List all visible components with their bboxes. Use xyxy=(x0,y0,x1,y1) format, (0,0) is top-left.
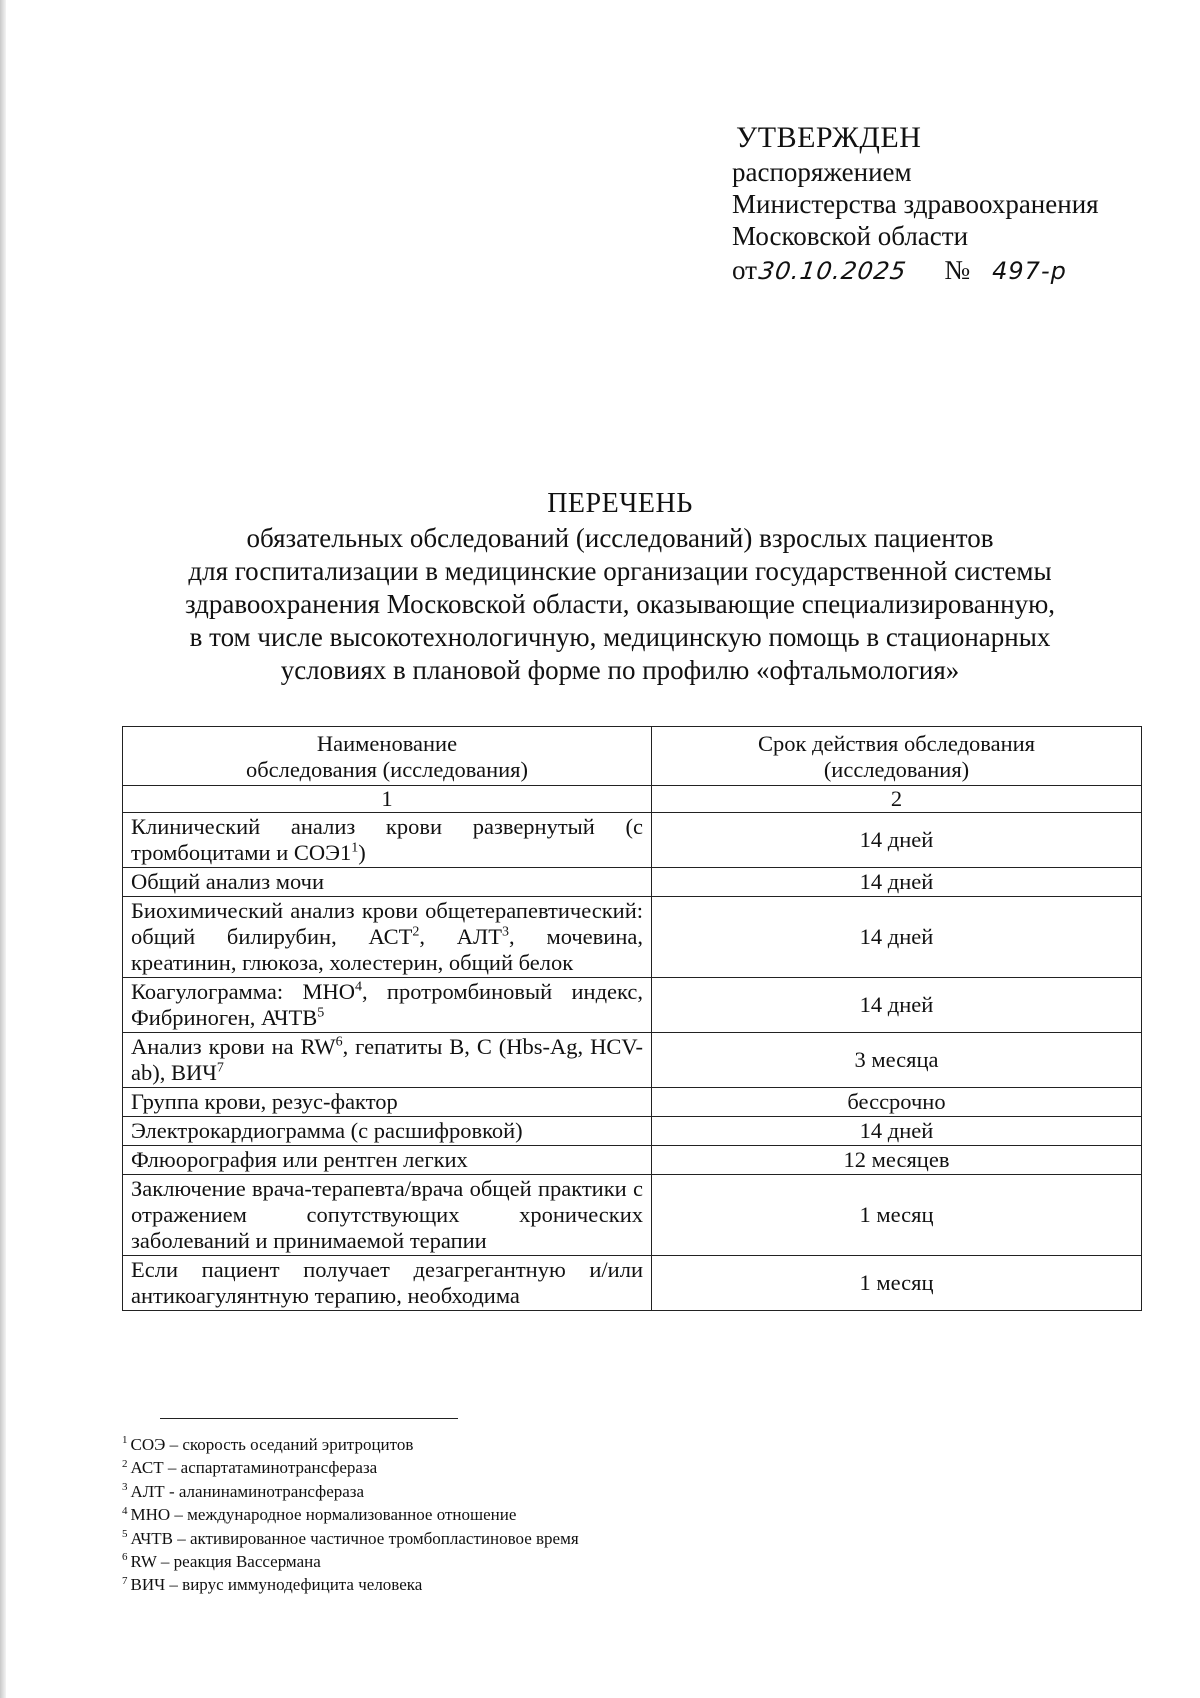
exam-name-text: , протромбиновый индекс, Фибриноген, АЧТВ xyxy=(131,979,643,1030)
footnote-mark: 6 xyxy=(122,1551,128,1564)
exam-term: 1 месяц xyxy=(652,1175,1142,1256)
footnote-text: АЛТ - аланинаминотрансфераза xyxy=(130,1481,365,1501)
exam-term: 14 дней xyxy=(652,813,1142,868)
approval-from-label: от xyxy=(732,255,757,285)
header-line: Срок действия обследования xyxy=(757,731,1036,756)
header-line: обследования (исследования) xyxy=(245,757,529,782)
approval-number-label: № xyxy=(944,255,971,285)
exam-name-text: Анализ крови на RW xyxy=(131,1034,336,1059)
table-row xyxy=(123,1033,1142,1088)
footnote-text: RW – реакция Вассермана xyxy=(130,1552,321,1572)
column-number: 2 xyxy=(652,786,1142,813)
approval-line-order: распоряжением xyxy=(732,157,912,187)
footnote-mark: 1 xyxy=(122,1434,128,1447)
footnote-ref: 4 xyxy=(354,979,362,995)
footnote-mark: 5 xyxy=(122,1527,128,1540)
exam-name-text: Коагулограмма: МНО xyxy=(131,979,355,1004)
document-title-block xyxy=(120,487,1120,687)
footnote-text: АСТ – аспартатаминотрансфераза xyxy=(130,1458,378,1478)
footnote xyxy=(122,1503,822,1526)
exam-name-text: , АЛТ xyxy=(419,924,503,949)
exam-name-text: ) xyxy=(358,840,366,865)
document-subtitle-line: в том числе высокотехнологичную, медицинскую помощь в стационарных xyxy=(189,622,1051,652)
footnote xyxy=(122,1573,822,1596)
footnote-ref: 7 xyxy=(216,1060,224,1076)
footnote-ref: 1 xyxy=(351,840,359,856)
document-subtitle-line: здравоохранения Московской области, оказывающие специализированную, xyxy=(184,589,1056,619)
approval-handwritten-date: 30.10.2025 xyxy=(756,257,909,285)
exam-name-text: , гепатиты В, С (Hbs-Ag, HCV-ab), ВИЧ xyxy=(131,1034,644,1085)
exam-name xyxy=(123,813,652,868)
exam-name: Флюорография или рентген легких xyxy=(123,1146,652,1175)
table-row xyxy=(123,897,1142,978)
exam-name-text: , мочевина, креатинин, глюкоза, холестерин, общий белок xyxy=(131,924,643,975)
footnote xyxy=(122,1433,822,1456)
footnote xyxy=(122,1550,822,1573)
column-number: 1 xyxy=(123,786,652,813)
footnote-mark: 7 xyxy=(122,1574,128,1587)
document-subtitle-line: для госпитализации в медицинские организации государственной системы xyxy=(188,556,1052,586)
exam-term: 14 дней xyxy=(652,978,1142,1033)
footnote-ref: 3 xyxy=(502,924,510,940)
exam-name: Заключение врача-терапевта/врача общей практики с отражением сопутствующих хронических заболеваний и принимаемой терапии xyxy=(123,1175,652,1256)
footnote-ref: 2 xyxy=(412,924,420,940)
exam-name: Если пациент получает дезагрегантную и/или антикоагулянтную терапию, необходима xyxy=(123,1256,652,1311)
exam-term: 12 месяцев xyxy=(652,1146,1142,1175)
footnote-mark: 4 xyxy=(122,1504,128,1517)
footnote-mark: 2 xyxy=(122,1457,128,1470)
approval-line-region: Московской области xyxy=(732,221,969,251)
footnote-text: ВИЧ – вирус иммунодефицита человека xyxy=(130,1575,423,1595)
table-row xyxy=(123,978,1142,1033)
column-header-name xyxy=(123,727,652,786)
scan-edge-shadow xyxy=(0,0,6,1698)
table-row xyxy=(123,813,1142,868)
exam-name-text: Клинический анализ крови развернутый (с тромбоцитами и СОЭ1 xyxy=(131,814,643,865)
document-subtitle-line: условиях в плановой форме по профилю «офтальмология» xyxy=(280,655,960,685)
exam-name xyxy=(123,1033,652,1088)
exam-name: Общий анализ мочи xyxy=(123,868,652,897)
footnote-mark: 3 xyxy=(122,1481,128,1494)
exam-name xyxy=(123,897,652,978)
table-row xyxy=(123,1256,1142,1311)
footnote xyxy=(122,1480,822,1503)
approval-date-number-row xyxy=(732,254,1172,287)
footnote-text: МНО – международное нормализованное отношение xyxy=(130,1505,517,1525)
table-row xyxy=(123,1146,1142,1175)
footnote-text: СОЭ – скорость оседаний эритроцитов xyxy=(130,1435,414,1454)
approval-line-ministry: Министерства здравоохранения xyxy=(732,189,1099,219)
approval-heading: УТВЕРЖДЕН xyxy=(736,121,922,154)
exam-term: 3 месяца xyxy=(652,1033,1142,1088)
footnote-separator xyxy=(160,1418,458,1419)
document-subtitle-line: обязательных обследований (исследований) взрослых пациентов xyxy=(246,523,994,553)
exam-term: 1 месяц xyxy=(652,1256,1142,1311)
footnotes-block xyxy=(122,1433,822,1597)
footnote-ref: 5 xyxy=(317,1005,325,1021)
exam-name-text: Биохимический анализ крови общетерапевтический: общий билирубин, АСТ xyxy=(131,898,643,949)
approval-stamp-block xyxy=(732,122,1172,287)
column-number-row xyxy=(123,786,1142,813)
exam-term: 14 дней xyxy=(652,897,1142,978)
document-title: ПЕРЕЧЕНЬ xyxy=(547,488,693,519)
table-row xyxy=(123,1117,1142,1146)
footnote xyxy=(122,1527,822,1550)
column-header-term xyxy=(652,727,1142,786)
footnote-ref: 6 xyxy=(335,1034,343,1050)
exam-term: бессрочно xyxy=(652,1088,1142,1117)
table-row xyxy=(123,1088,1142,1117)
footnote xyxy=(122,1456,822,1479)
table-row xyxy=(123,868,1142,897)
exam-term: 14 дней xyxy=(652,1117,1142,1146)
table-header-row xyxy=(123,727,1142,786)
header-line: (исследования) xyxy=(823,757,970,782)
exam-name: Группа крови, резус-фактор xyxy=(123,1088,652,1117)
exam-term: 14 дней xyxy=(652,868,1142,897)
footnote-text: АЧТВ – активированное частичное тромбопластиновое время xyxy=(130,1528,579,1548)
examinations-table xyxy=(122,726,1142,1311)
exam-name xyxy=(123,978,652,1033)
header-line: Наименование xyxy=(316,731,458,756)
approval-handwritten-number: 497-р xyxy=(992,257,1067,285)
exam-name: Электрокардиограмма (с расшифровкой) xyxy=(123,1117,652,1146)
table-row xyxy=(123,1175,1142,1256)
